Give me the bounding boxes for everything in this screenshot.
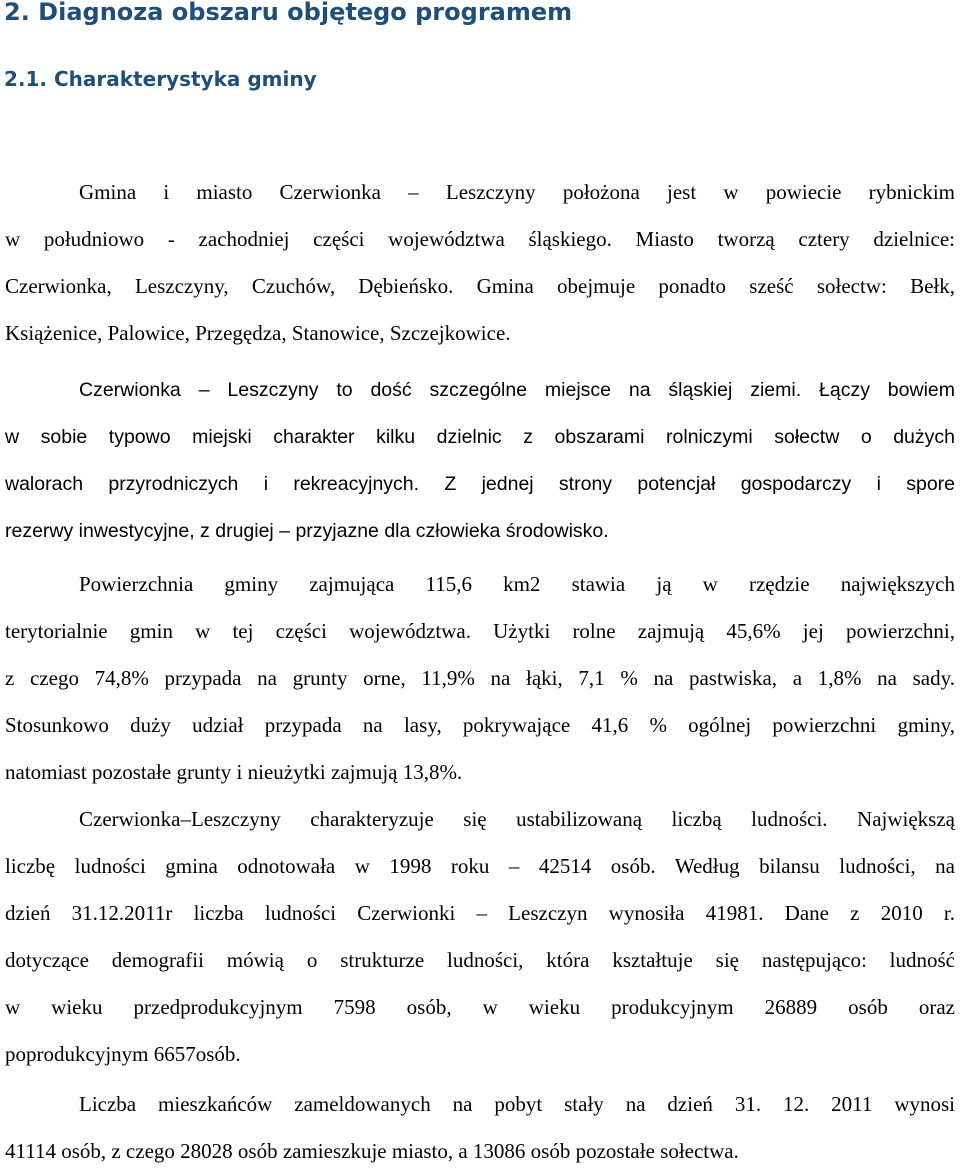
paragraph-line: w wieku przedprodukcyjnym 7598 osób, w wieku produkcyjnym 26889 osób oraz — [5, 995, 955, 1019]
paragraph-line: dzień 31.12.2011r liczba ludności Czerwionki – Leszczyn wynosiła 41981. Dane z 2010 r. — [5, 901, 955, 925]
subsection-heading: 2.1. Charakterystyka gminy — [4, 67, 317, 91]
paragraph-line: Czerwionka, Leszczyny, Czuchów, Dębieńsko. Gmina obejmuje ponadto sześć sołectw: Bełk, — [5, 274, 955, 298]
paragraph-location — [5, 169, 955, 357]
paragraph-line: w południowo - zachodniej części województwa śląskiego. Miasto tworzą cztery dzielnice: — [5, 227, 955, 251]
paragraph-line: liczbę ludności gmina odnotowała w 1998 roku – 42514 osób. Według bilansu ludności, na — [5, 854, 955, 878]
paragraph-line: natomiast pozostałe grunty i nieużytki zajmują 13,8%. — [5, 760, 463, 784]
paragraph-line: Powierzchnia gminy zajmująca 115,6 km2 stawia ją w rzędzie największych — [79, 572, 955, 596]
paragraph-line: terytorialnie gmin w tej części województwa. Użytki rolne zajmują 45,6% jej powierzchni, — [5, 619, 955, 643]
paragraph-line: w sobie typowo miejski charakter kilku dzielnic z obszarami rolniczymi sołectw o dużych — [5, 426, 955, 448]
paragraph-population — [5, 796, 955, 1078]
paragraph-line: poprodukcyjnym 6657osób. — [5, 1042, 241, 1066]
paragraph-line: Gmina i miasto Czerwionka – Leszczyny położona jest w powiecie rybnickim — [79, 180, 955, 204]
paragraph-line: Stosunkowo duży udział przypada na lasy, pokrywające 41,6 % ogólnej powierzchni gminy, — [5, 713, 955, 737]
paragraph-line: 41114 osób, z czego 28028 osób zamieszkuje miasto, a 13086 osób pozostałe sołectwa. — [5, 1139, 739, 1163]
paragraph-residents — [5, 1081, 955, 1175]
paragraph-line: Czerwionka–Leszczyny charakteryzuje się ustabilizowaną liczbą ludności. Największą — [79, 807, 955, 831]
paragraph-character — [5, 367, 955, 555]
paragraph-line: Czerwionka – Leszczyny to dość szczególne miejsce na śląskiej ziemi. Łączy bowiem — [79, 379, 955, 401]
paragraph-line: dotyczące demografii mówią o strukturze ludności, która kształtuje się następująco: ludność — [5, 948, 955, 972]
paragraph-line: Książenice, Palowice, Przegędza, Stanowice, Szczejkowice. — [5, 321, 511, 345]
section-heading: 2. Diagnoza obszaru objętego programem — [4, 0, 573, 26]
paragraph-line: walorach przyrodniczych i rekreacyjnych. Z jednej strony potencjał gospodarczy i spore — [5, 473, 955, 495]
paragraph-line: rezerwy inwestycyjne, z drugiej – przyjazne dla człowieka środowisko. — [5, 520, 609, 542]
paragraph-area — [5, 561, 955, 796]
paragraph-line: z czego 74,8% przypada na grunty orne, 11,9% na łąki, 7,1 % na pastwiska, a 1,8% na sady. — [5, 666, 955, 690]
paragraph-line: Liczba mieszkańców zameldowanych na pobyt stały na dzień 31. 12. 2011 wynosi — [79, 1092, 955, 1116]
